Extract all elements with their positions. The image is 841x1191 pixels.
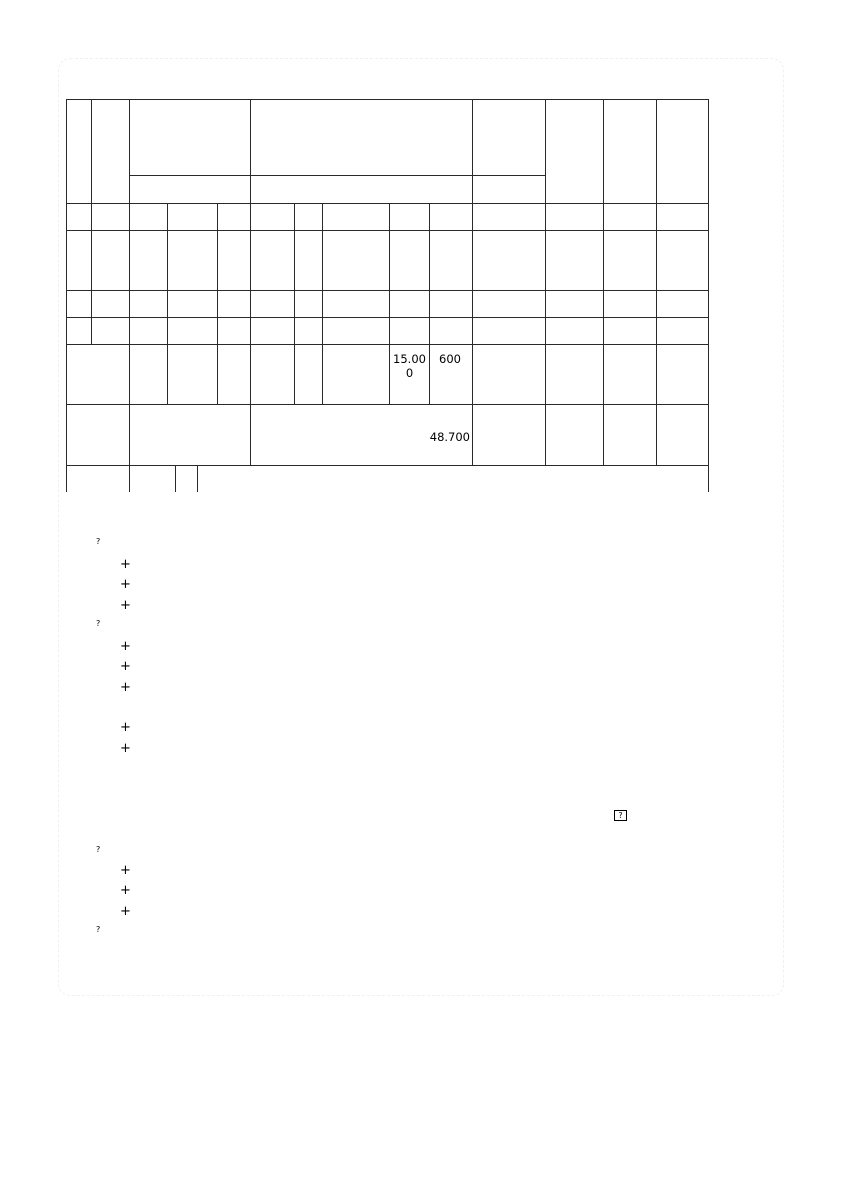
sub-bullet-icon: + [120, 577, 131, 592]
bullet-box-icon: ? [96, 537, 101, 546]
sub-bullet-icon: + [120, 863, 131, 878]
cell-total: 48.700 [429, 430, 470, 444]
bullet-box-icon: ? [96, 619, 101, 628]
sub-bullet-icon: + [120, 659, 131, 674]
cell-qty-b: 600 [439, 352, 461, 366]
missing-glyph-icon: ? [614, 810, 627, 821]
bullet-box-icon: ? [96, 845, 101, 854]
cell-qty-a: 15.000 [393, 352, 426, 380]
form-table-grid [0, 0, 841, 500]
sub-bullet-icon: + [120, 598, 131, 613]
sub-bullet-icon: + [120, 904, 131, 919]
sub-bullet-icon: + [120, 639, 131, 654]
sub-bullet-icon: + [120, 680, 131, 695]
sub-bullet-icon: + [120, 741, 131, 756]
sub-bullet-icon: + [120, 720, 131, 735]
sub-bullet-icon: + [120, 557, 131, 572]
sub-bullet-icon: + [120, 883, 131, 898]
bullet-box-icon: ? [96, 925, 101, 934]
